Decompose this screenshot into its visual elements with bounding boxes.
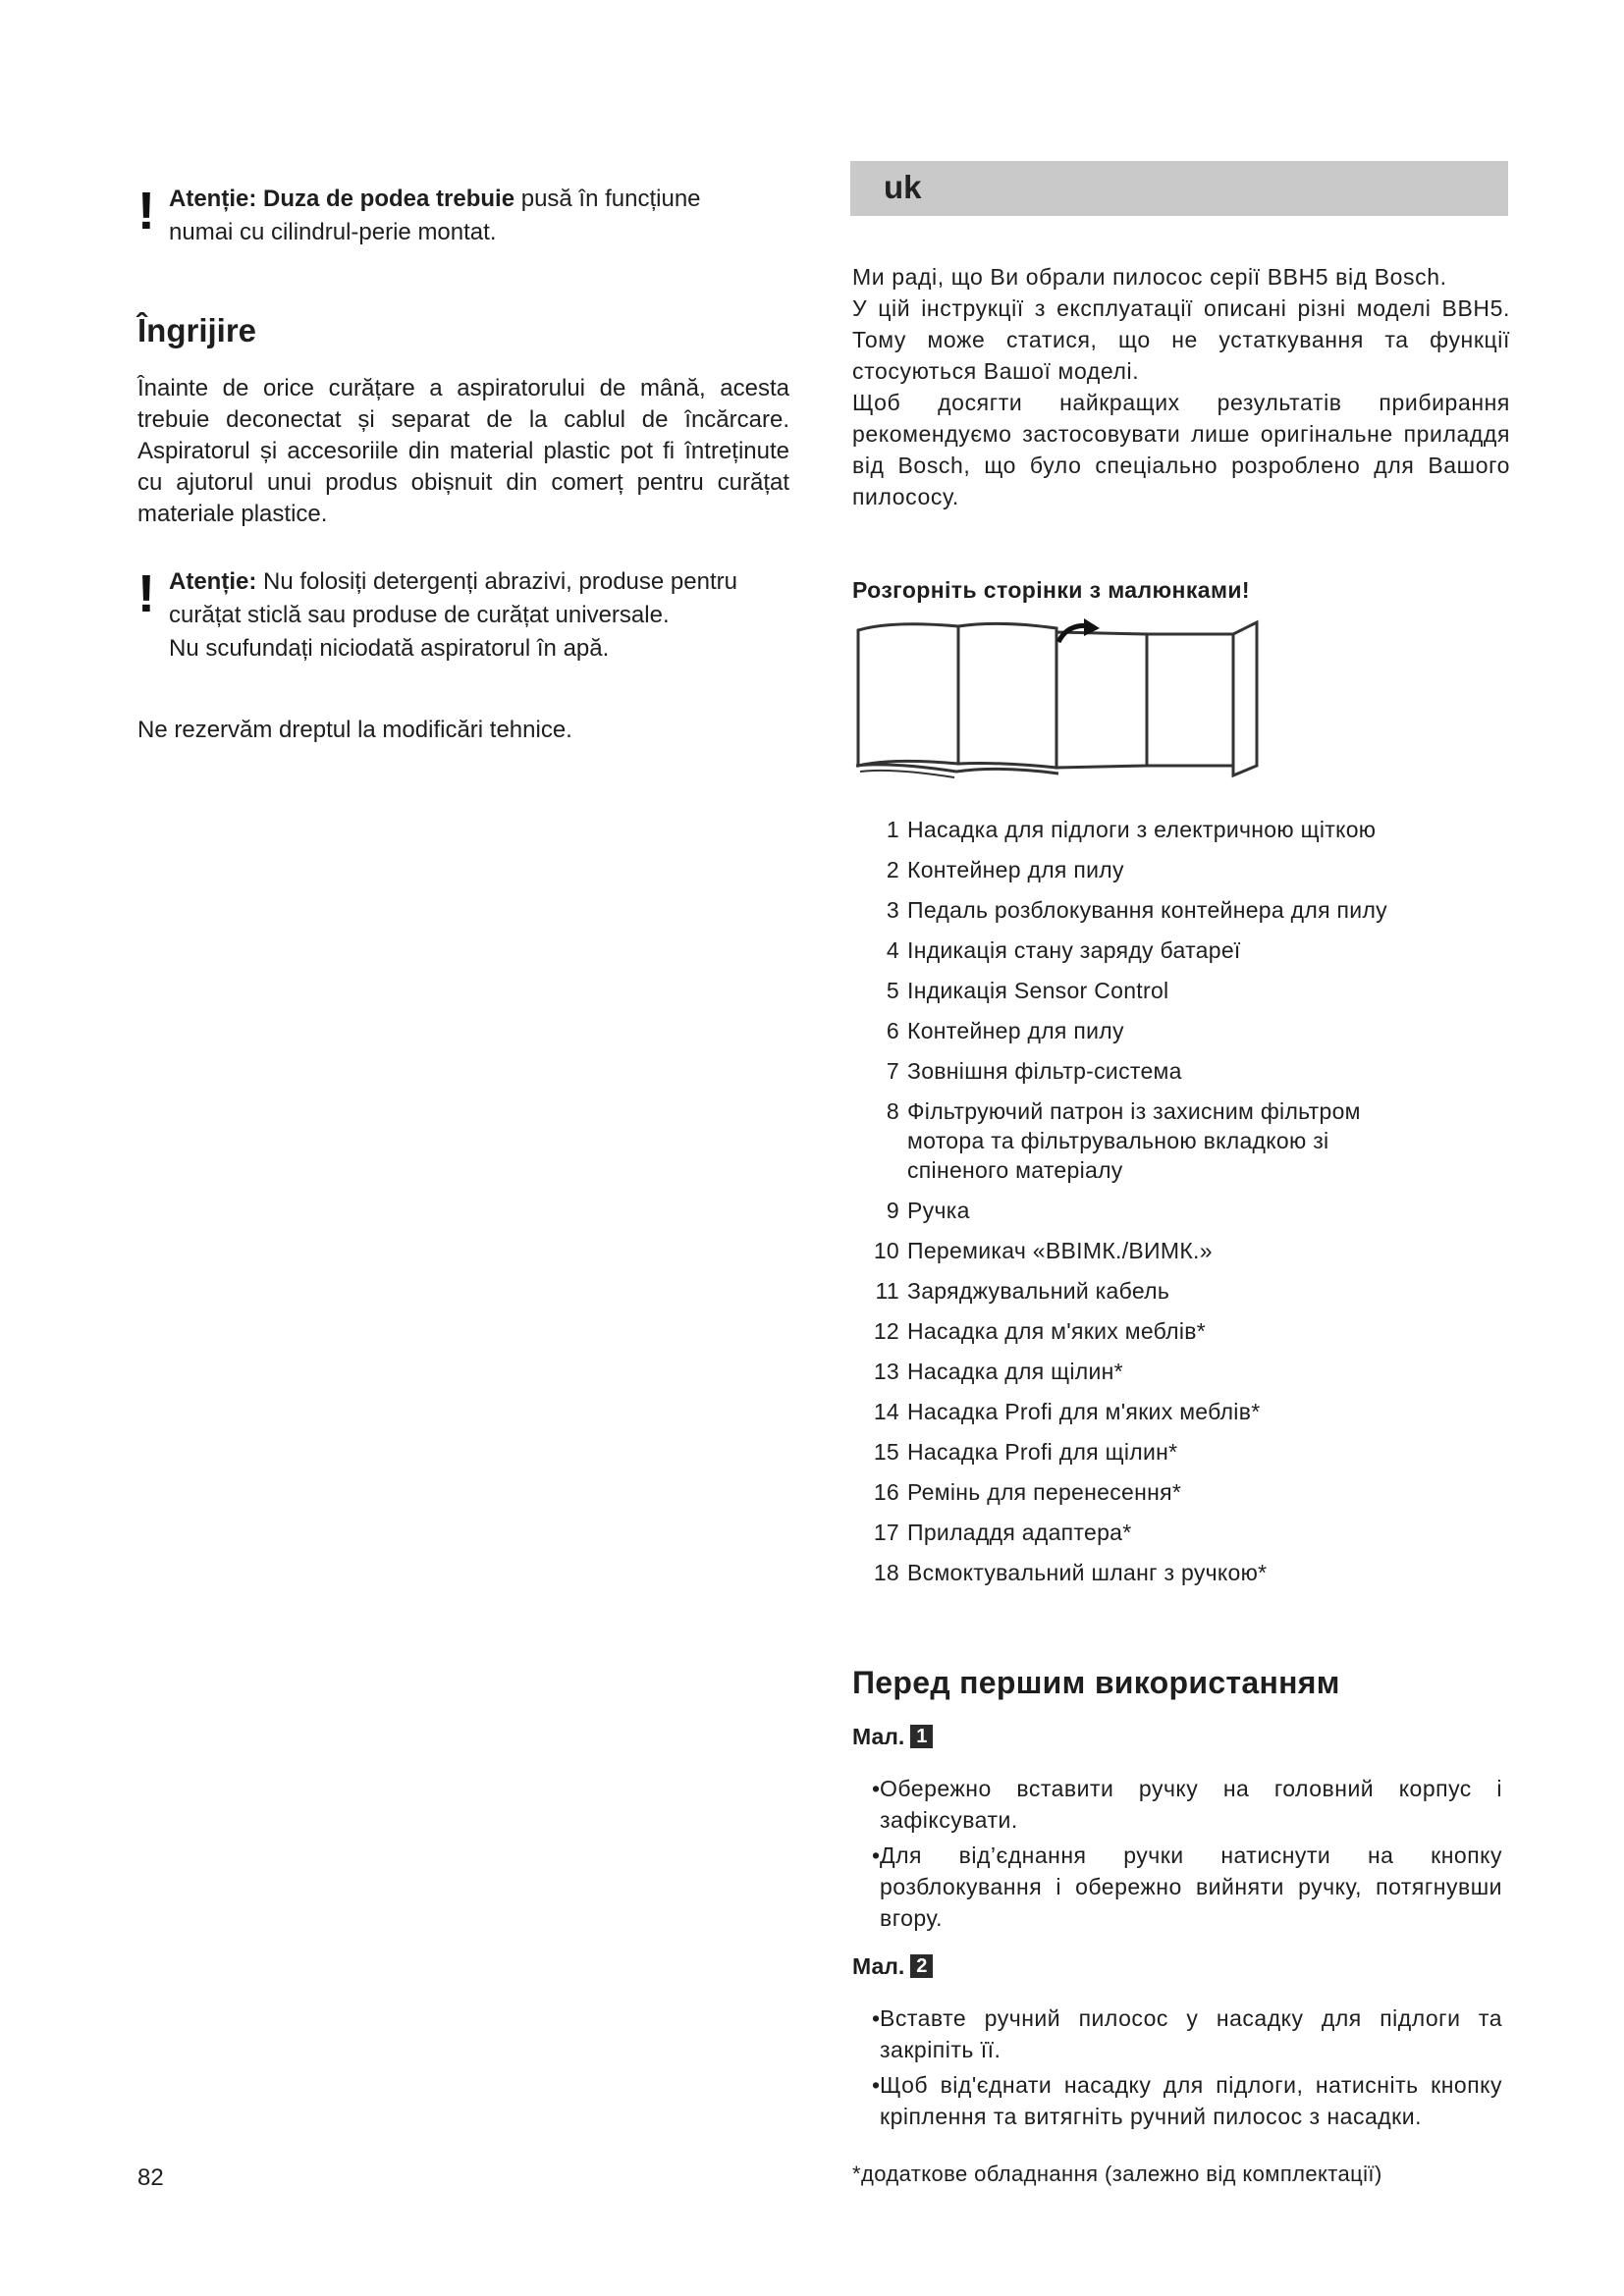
exclamation-icon: ! — [137, 182, 155, 240]
technical-changes-note: Ne rezervăm dreptul la modificări tehnice. — [137, 717, 572, 743]
bullet-icon: • — [872, 2005, 881, 2031]
warning-1-text: pusă în funcțiune — [514, 186, 701, 212]
figure-number-box: 2 — [910, 1954, 933, 1978]
list-item: 15 Насадка Profi для щілин* — [873, 1439, 1178, 1465]
figure-1-instructions — [874, 1773, 1502, 1938]
list-item: 14 Насадка Profi для м'яких меблів* — [873, 1399, 1261, 1424]
language-code: uk — [884, 169, 922, 205]
warning-2-text: Nu folosiți detergenți abrazivi, produse pentru curățat sticlă sau produse de curățat universale. — [169, 568, 737, 628]
care-paragraph: Înainte de orice curățare a aspiratorului de mână, acesta trebuie deconectat și separat de la cablul de încărcare. Aspiratorul și accesoriile din material plastic pot fi întreținute cu ajutorul unui produs obișnuit din comerț pentru curățat materiale plastice. — [137, 375, 789, 527]
before-first-use-heading: Перед першим використанням — [852, 1665, 1340, 1700]
page-number: 82 — [137, 2164, 164, 2191]
list-item: 3 Педаль розблокування контейнера для пилу — [886, 897, 1387, 923]
list-item: 5 Індикація Sensor Control — [886, 978, 1169, 1003]
figure-2-instructions — [874, 2002, 1502, 2136]
warning-1-line2: numai cu cilindrul-perie montat. — [169, 219, 497, 245]
list-item: • Вставте ручний пилосос у насадку для підлоги та закріпіть її. — [874, 2002, 1502, 2065]
figure-2-label: Мал. 2 — [852, 1953, 933, 1980]
list-item: 10 Перемикач «ВВІМК./ВИМК.» — [873, 1238, 1213, 1263]
exclamation-icon: ! — [137, 564, 155, 623]
footnote: *додаткове обладнання (залежно від комплектації) — [852, 2162, 1382, 2186]
intro-text — [852, 261, 1510, 512]
open-book-illustration — [852, 618, 1265, 785]
list-item: 13 Насадка для щілин* — [873, 1359, 1123, 1384]
list-item: 12 Насадка для м'яких меблів* — [873, 1318, 1206, 1344]
list-item: 1 Насадка для підлоги з електричною щіткою — [886, 817, 1377, 842]
list-item: 2 Контейнер для пилу — [886, 857, 1124, 882]
warning-2-line2: Nu scufundați niciodată aspiratorul în apă. — [169, 635, 610, 662]
intro-paragraph: Ми раді, що Ви обрали пилосос серії BBH5 від Bosch. — [852, 264, 1447, 290]
warning-1-bold: Atenție: Duza de podea trebuie — [169, 186, 515, 212]
warning-2-bold: Atenție: — [169, 568, 257, 595]
list-item: • Обережно вставити ручку на головний корпус і зафіксувати. — [874, 1773, 1502, 1836]
bullet-icon: • — [872, 2072, 881, 2098]
section-heading-care: Îngrijire — [137, 312, 257, 348]
language-bar — [850, 161, 1508, 216]
list-item: 8 Фільтруючий патрон із захисним фільтром мотора та фільтрувальною вкладкою зі спіненого матеріалу — [886, 1098, 1361, 1183]
figure-1-label: Мал. 1 — [852, 1724, 933, 1750]
bullet-icon: • — [872, 1842, 881, 1868]
list-item: 17 Приладдя адаптера* — [873, 1520, 1132, 1545]
parts-list — [864, 815, 1492, 1598]
list-item: • Для від’єднання ручки натиснути на кнопку розблокування і обережно вийняти ручку, потягнувши вгору. — [874, 1840, 1502, 1934]
bullet-icon: • — [872, 1776, 881, 1801]
list-item: 16 Ремінь для перенесення* — [873, 1479, 1182, 1505]
warning-block-1 — [137, 183, 785, 249]
list-item: 11 Заряджувальний кабель — [875, 1278, 1170, 1304]
list-item: 6 Контейнер для пилу — [886, 1018, 1124, 1043]
figure-number-box: 1 — [910, 1725, 933, 1748]
list-item: 18 Всмоктувальний шланг з ручкою* — [873, 1560, 1268, 1585]
list-item: 9 Ручка — [886, 1198, 970, 1223]
intro-paragraph: Щоб досягти найкращих результатів прибирання рекомендуємо застосовувати лише оригінальне приладдя від Bosch, що було спеціально розроблено для Вашого пилососу. — [852, 390, 1510, 509]
intro-paragraph: У цій інструкції з експлуатації описані різні моделі BBH5. Тому може статися, що не устаткування та функції стосуються Вашої моделі. — [852, 295, 1510, 384]
unfold-pages-heading: Розгорніть сторінки з малюнками! — [852, 577, 1250, 603]
list-item: • Щоб від'єднати насадку для підлоги, натисніть кнопку кріплення та витягніть ручний пилосос з насадки. — [874, 2069, 1502, 2132]
list-item: 4 Індикація стану заряду батареї — [886, 937, 1241, 963]
warning-block-2 — [137, 565, 785, 666]
list-item: 7 Зовнішня фільтр-система — [886, 1058, 1182, 1084]
